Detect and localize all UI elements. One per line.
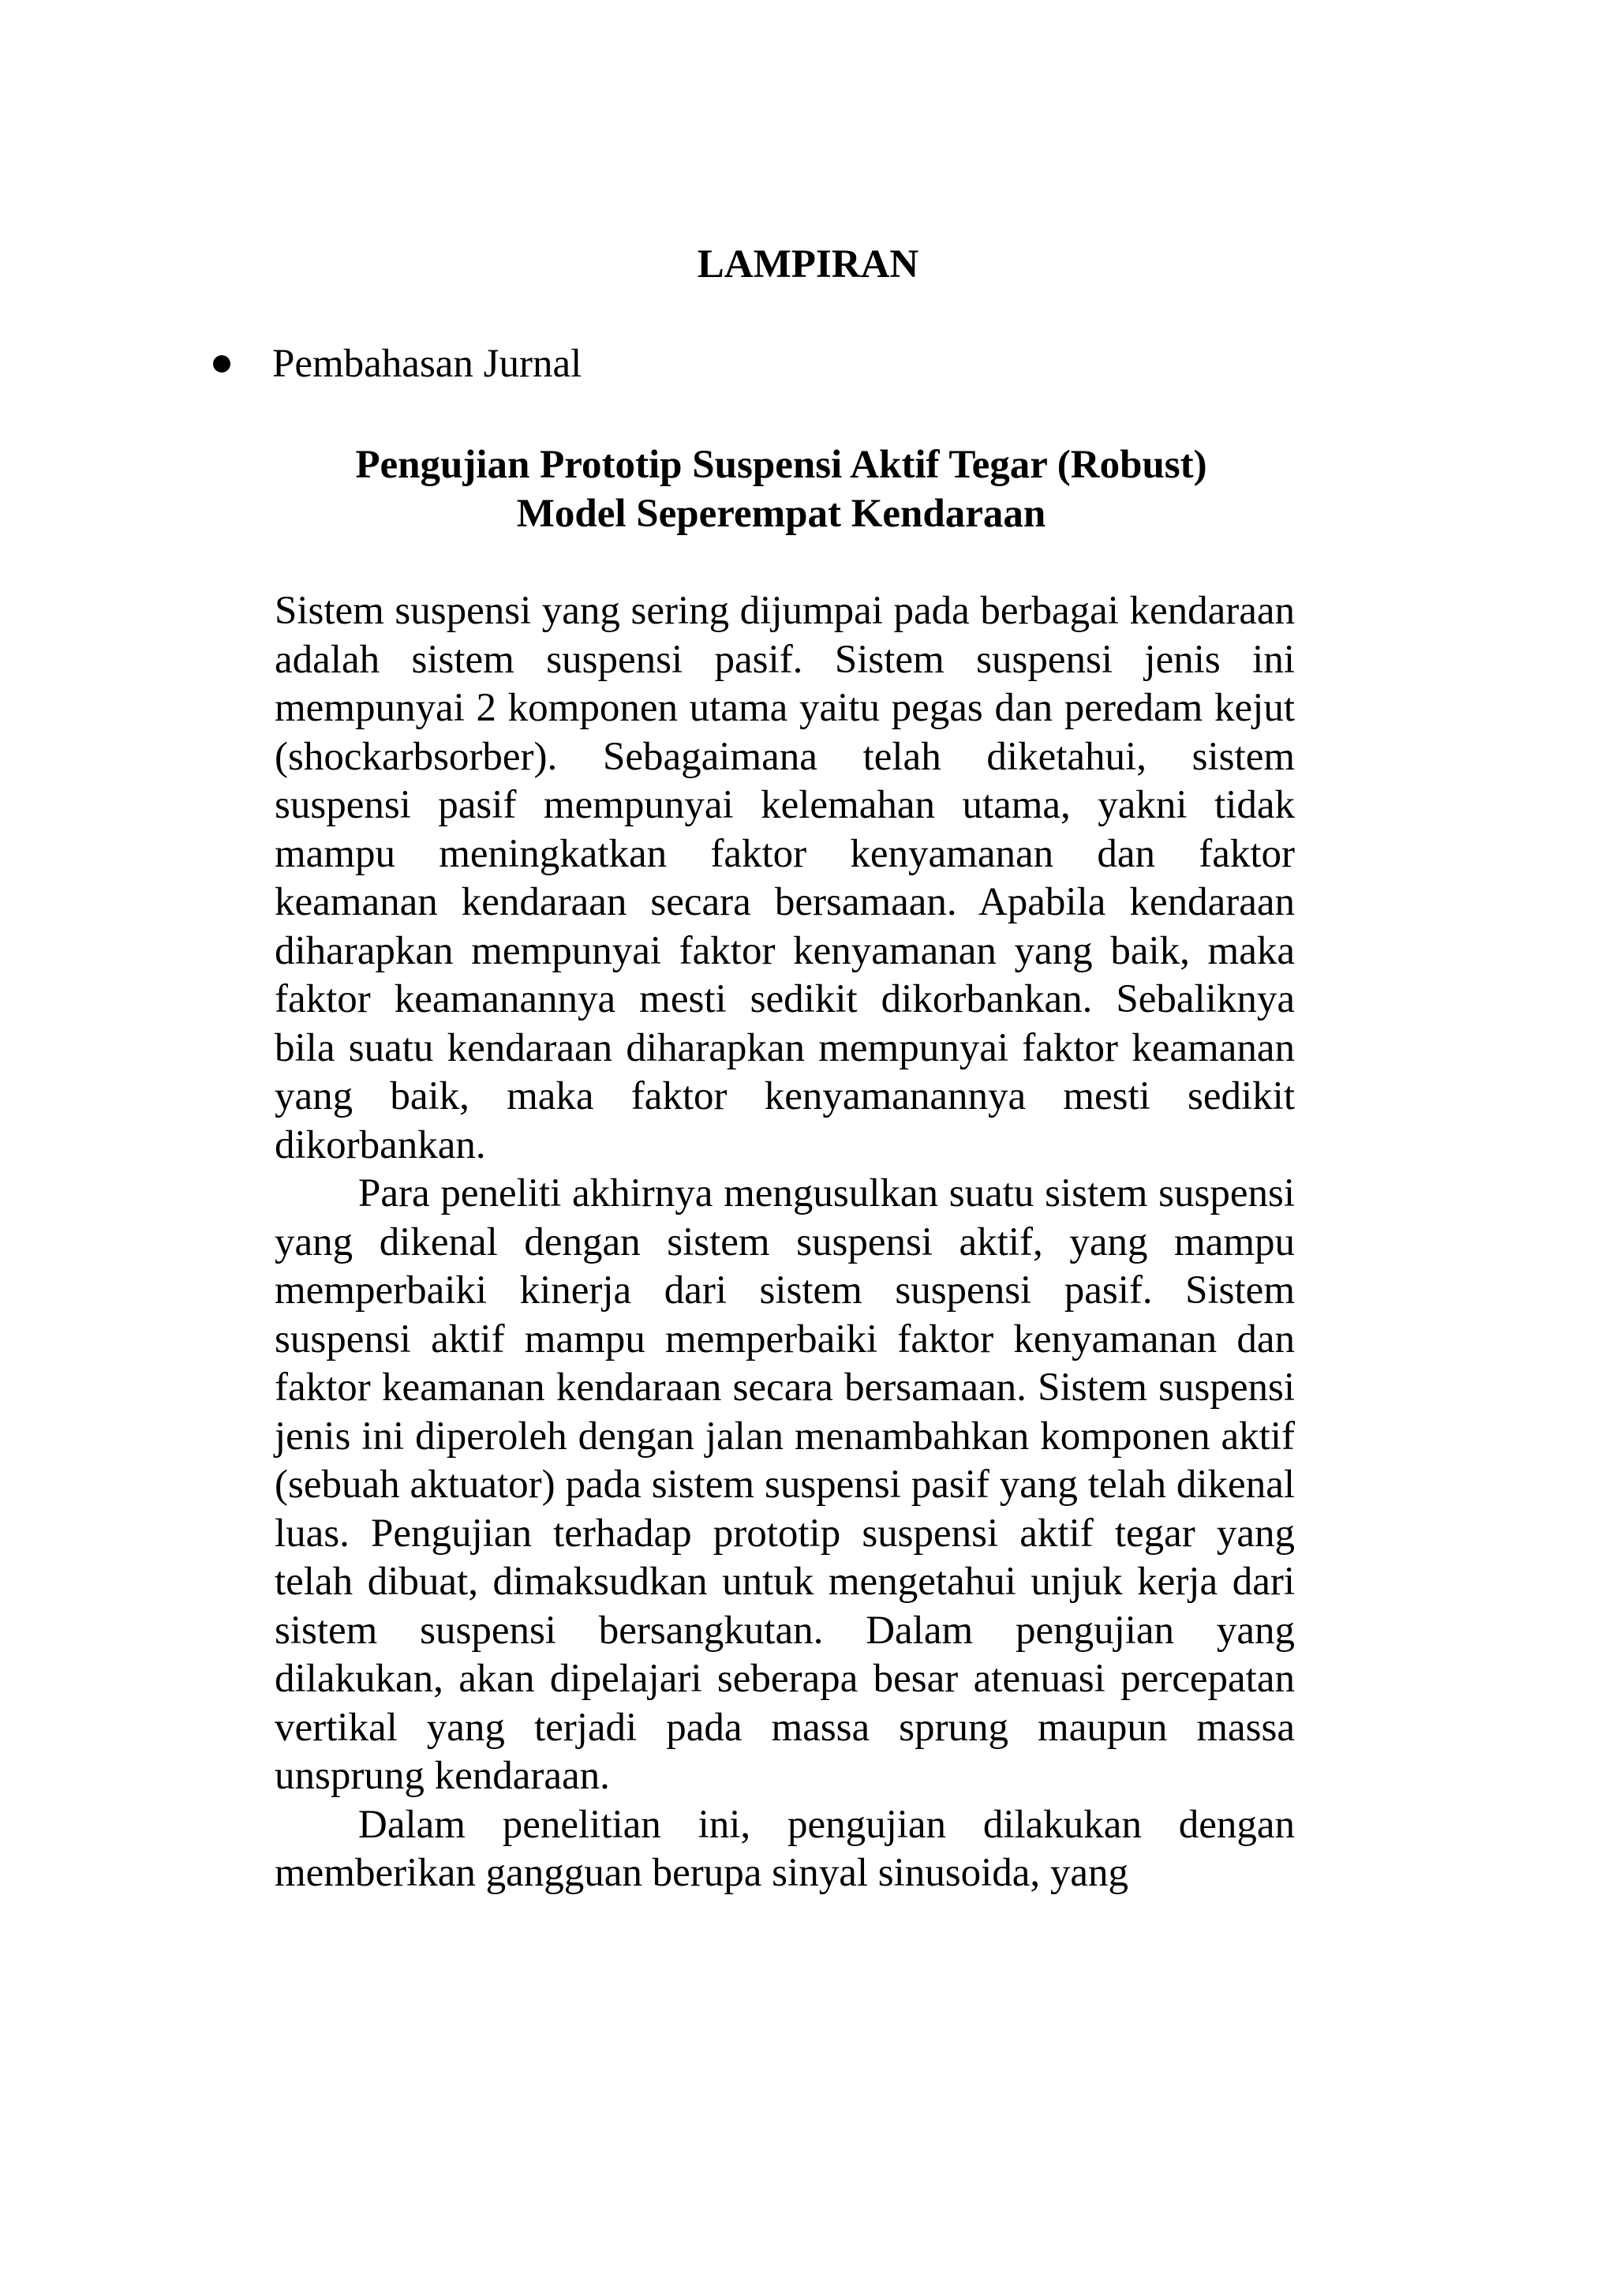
article-body xyxy=(275,587,1295,1898)
bullet-label: Pembahasan Jurnal xyxy=(272,342,582,386)
bullet-item xyxy=(213,336,1318,391)
article-title-line-1: Pengujian Prototip Suspensi Aktif Tegar (Robust) xyxy=(355,443,1207,487)
article-title xyxy=(268,440,1294,538)
paragraph-3: Dalam penelitian ini, pengujian dilakukan dengan memberikan gangguan berupa sinyal sinusoida, yang xyxy=(275,1802,1295,1895)
bullet-icon xyxy=(213,355,230,373)
article-title-line-2: Model Seperempat Kendaraan xyxy=(516,492,1046,536)
paragraph-2: Para peneliti akhirnya mengusulkan suatu sistem suspensi yang dikenal dengan sistem suspensi aktif, yang mampu memperbaiki kinerja dari sistem suspensi pasif. Sistem suspensi aktif mampu memperbaiki faktor kenyamanan dan faktor keamanan kendaraan secara bersamaan. Sistem suspensi jenis ini diperoleh dengan jalan menambahkan komponen aktif (sebuah aktuator) pada sistem suspensi pasif yang telah dikenal luas. Pengujian terhadap prototip suspensi aktif tegar yang telah dibuat, dimaksudkan untuk mengetahui unjuk kerja dari sistem suspensi bersangkutan. Dalam pengujian yang dilakukan, akan dipelajari seberapa besar atenuasi percepatan vertikal yang terjadi pada massa sprung maupun massa unsprung kendaraan. xyxy=(275,1171,1295,1798)
page-heading: LAMPIRAN xyxy=(697,242,919,287)
paragraph-1: Sistem suspensi yang sering dijumpai pada berbagai kendaraan adalah sistem suspensi pasif. Sistem suspensi jenis ini mempunyai 2 komponen utama yaitu pegas dan peredam kejut (shockarbsorber). Sebagaimana telah diketahui, sistem suspensi pasif mempunyai kelemahan utama, yakni tidak mampu meningkatkan faktor kenyamanan dan faktor keamanan kendaraan secara bersamaan. Apabila kendaraan diharapkan mempunyai faktor kenyamanan yang baik, maka faktor keamanannya mesti sedikit dikorbankan. Sebaliknya bila suatu kendaraan diharapkan mempunyai faktor keamanan yang baik, maka faktor kenyamanannya mesti sedikit dikorbankan. xyxy=(275,589,1295,1167)
